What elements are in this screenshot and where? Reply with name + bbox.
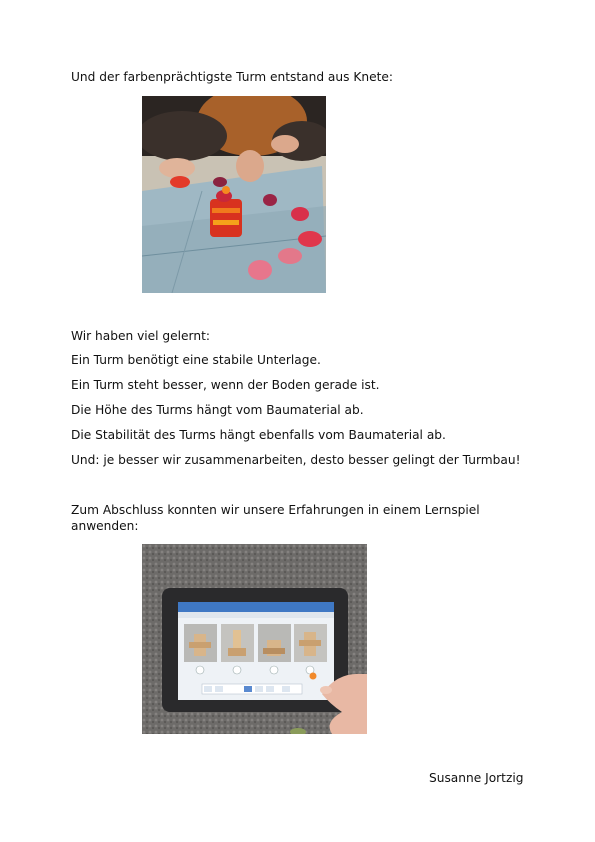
learned-heading: Wir haben viel gelernt: bbox=[71, 329, 210, 343]
learning-item: Die Höhe des Turms hängt vom Baumaterial ab. bbox=[71, 403, 364, 417]
conclusion-text-cont: anwenden: bbox=[71, 519, 139, 533]
intro-text: Und der farbenprächtigste Turm entstand aus Knete: bbox=[71, 70, 393, 84]
playdough-tower-photo bbox=[142, 96, 326, 293]
learning-item: Die Stabilität des Turms hängt ebenfalls vom Baumaterial ab. bbox=[71, 428, 446, 442]
author-signature: Susanne Jortzig bbox=[429, 771, 524, 785]
tablet-learning-game-photo bbox=[142, 544, 367, 734]
conclusion-text: Zum Abschluss konnten wir unsere Erfahrungen in einem Lernspiel bbox=[71, 503, 480, 517]
learning-item: Ein Turm benötigt eine stabile Unterlage. bbox=[71, 353, 321, 367]
learning-item: Ein Turm steht besser, wenn der Boden gerade ist. bbox=[71, 378, 380, 392]
learning-item: Und: je besser wir zusammenarbeiten, desto besser gelingt der Turmbau! bbox=[71, 453, 521, 467]
